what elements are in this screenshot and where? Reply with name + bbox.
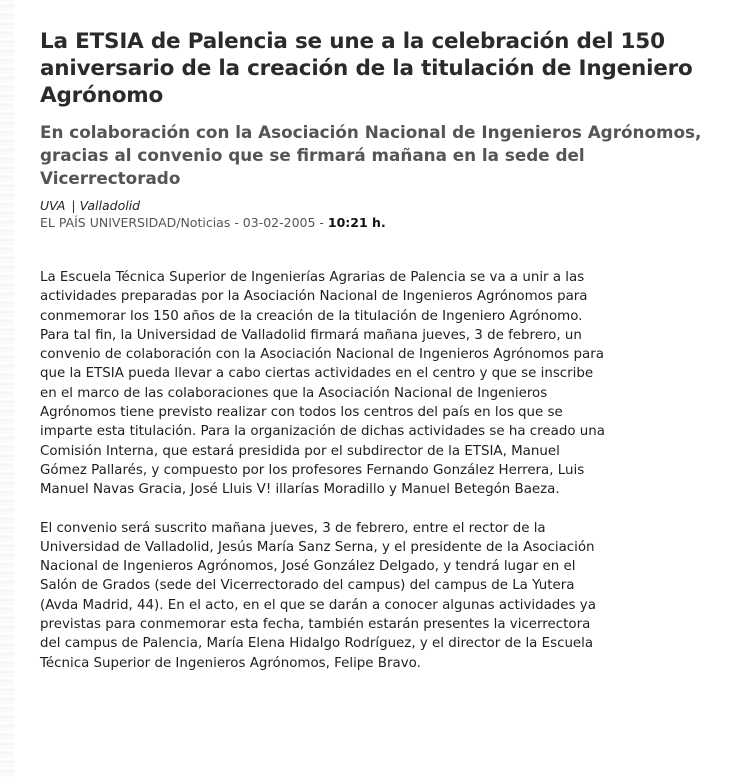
byline-separator: |	[71, 198, 76, 213]
byline-org: UVA	[40, 198, 66, 213]
paragraph-line: imparte esta titulación. Para la organización de dichas actividades se ha creado una	[40, 424, 605, 440]
paragraph-line: Agrónomos tiene previsto realizar con todos los centros del país en los que se	[40, 405, 563, 421]
paragraph-line: Manuel Navas Gracia, José Lluis V! illarías Moradillo y Manuel Betegón Baeza.	[40, 482, 560, 498]
paragraph-line: en el marco de las colaboraciones que la Asociación Nacional de Ingenieros	[40, 385, 548, 401]
paragraph-line: previstas para conmemorar esta fecha, también estarán presentes la vicerrectora	[40, 617, 591, 633]
paragraph-line: Nacional de Ingenieros Agrónomos, José González Delgado, y tendrá lugar en el	[40, 559, 576, 575]
article-subheadline: En colaboración con la Asociación Nacional de Ingenieros Agrónomos, gracias al convenio que se firmará mañana en la sede del Vicerrectorado	[40, 122, 702, 188]
paragraph-line: convenio de colaboración con la Asociación Nacional de Ingenieros Agrónomos para	[40, 347, 604, 363]
byline-city: Valladolid	[79, 198, 141, 213]
paragraph-line: Gómez Pallarés, y compuesto por los profesores Fernando González Herrera, Luis	[40, 462, 585, 478]
paragraph-line: del campus de Palencia, María Elena Hidalgo Rodríguez, y el director de la Escuela	[40, 636, 594, 652]
paragraph-line: La Escuela Técnica Superior de Ingenierías Agrarias de Palencia se va a unir a las	[40, 270, 585, 285]
article-headline: La ETSIA de Palencia se une a la celebración del 150 aniversario de la creación de la titulación de Ingeniero Agrónomo	[40, 29, 693, 108]
article-paragraph-2	[40, 519, 680, 673]
paragraph-line: actividades preparadas por la Asociación Nacional de Ingenieros Agrónomos para	[40, 289, 588, 305]
paragraph-line: Para tal fin, la Universidad de Valladolid firmará mañana jueves, 3 de febrero, un	[40, 327, 582, 343]
paragraph-line: conmemorar los 150 años de la creación de la titulación de Ingeniero Agrónomo.	[40, 308, 583, 324]
article-byline	[40, 198, 730, 214]
dateline-time: 10:21 h.	[327, 215, 386, 230]
dateline-source: EL PAÍS UNIVERSIDAD/Noticias - 03-02-2005 -	[40, 215, 328, 230]
paragraph-line: Universidad de Valladolid, Jesús María Sanz Serna, y el presidente de la Asociación	[40, 539, 595, 555]
paragraph-line: (Avda Madrid, 44). En el acto, en el que se darán a conocer algunas actividades ya	[40, 597, 596, 613]
paragraph-line: El convenio será suscrito mañana jueves, 3 de febrero, entre el rector de la	[40, 520, 546, 536]
article-body	[40, 268, 730, 673]
paragraph-line: que la ETSIA pueda llevar a cabo ciertas actividades en el centro y que se inscribe	[40, 366, 594, 382]
article-paragraph-1	[40, 268, 680, 500]
scan-edge-artifact	[0, 0, 14, 777]
article-dateline	[40, 214, 730, 232]
paragraph-line: Salón de Grados (sede del Vicerrectorado del campus) del campus de La Yutera	[40, 578, 575, 594]
paragraph-line: Técnica Superior de Ingenieros Agrónomos, Felipe Bravo.	[40, 655, 421, 671]
news-article	[40, 28, 730, 692]
paragraph-line: Comisión Interna, que estará presidida por el subdirector de la ETSIA, Manuel	[40, 443, 560, 459]
